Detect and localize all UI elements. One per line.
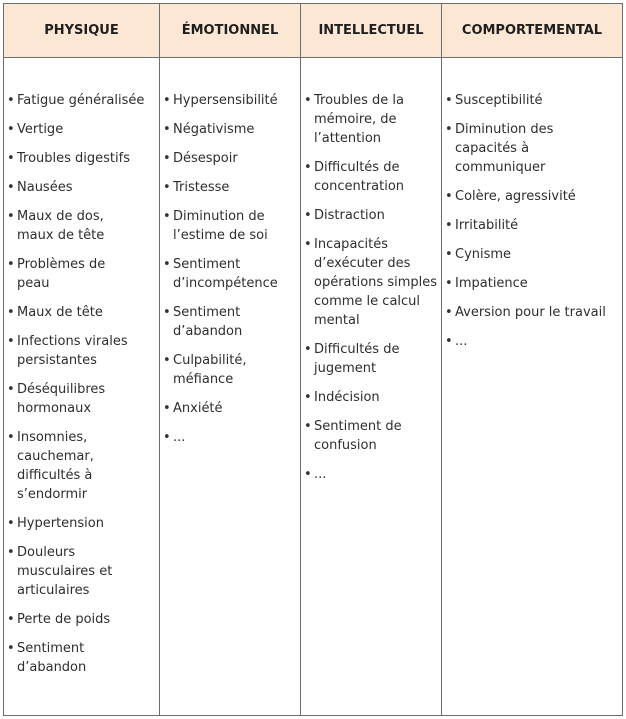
column-divider bbox=[441, 4, 442, 715]
list-item: • Sentiment d’incompétence bbox=[163, 255, 298, 293]
list-item: • Insomnies, cauchemar, difficultés à s’endormir bbox=[7, 428, 107, 504]
list-item: • Troubles de la mémoire, de l’attention bbox=[304, 91, 429, 148]
list-item: • Diminution de l’estime de soi bbox=[163, 207, 288, 245]
list-item: • Cynisme bbox=[445, 245, 620, 264]
list-item: • Douleurs musculaires et articulaires bbox=[7, 543, 127, 600]
list-item: • ... bbox=[163, 428, 298, 447]
list-item: • Hypersensibilité bbox=[163, 91, 298, 110]
list-item: • Susceptibilité bbox=[445, 91, 620, 110]
table-header-row bbox=[4, 4, 622, 58]
list-item: • Sentiment de confusion bbox=[304, 417, 424, 455]
list-item: • ... bbox=[304, 465, 439, 484]
list-item: • Tristesse bbox=[163, 178, 298, 197]
list-item: • Impatience bbox=[445, 274, 620, 293]
list-item: • Aversion pour le travail bbox=[445, 303, 620, 322]
list-item: • Distraction bbox=[304, 206, 439, 225]
symptoms-table bbox=[3, 3, 623, 716]
header-comportemental: COMPORTEMENTAL bbox=[461, 23, 603, 38]
list-item: • Sentiment d’abandon bbox=[7, 639, 112, 677]
list-item: • Vertige bbox=[7, 120, 157, 139]
list-item: • Hypertension bbox=[7, 514, 157, 533]
header-physique: PHYSIQUE bbox=[44, 23, 119, 38]
column-comportemental bbox=[445, 57, 620, 361]
list-item: • Diminution des capacités à communiquer bbox=[445, 120, 575, 177]
list-item: • Nausées bbox=[7, 178, 157, 197]
list-item: • Maux de dos, maux de tête bbox=[7, 207, 137, 245]
list-item: • Déséquilibres hormonaux bbox=[7, 380, 127, 418]
list-item: • Fatigue généralisée bbox=[7, 91, 157, 110]
list-item: • Irritabilité bbox=[445, 216, 620, 235]
list-item: • Difficultés de concentration bbox=[304, 158, 429, 196]
column-intellectuel bbox=[304, 57, 439, 494]
list-item: • Culpabilité, méfiance bbox=[163, 351, 273, 389]
list-item: • Difficultés de jugement bbox=[304, 340, 439, 378]
list-item: • ... bbox=[445, 332, 620, 351]
list-item: • Négativisme bbox=[163, 120, 298, 139]
column-emotionnel bbox=[163, 57, 298, 457]
list-item: • Désespoir bbox=[163, 149, 298, 168]
column-divider bbox=[159, 4, 160, 715]
list-item: • Perte de poids bbox=[7, 610, 157, 629]
list-item: • Problèmes de peau bbox=[7, 255, 112, 293]
list-item: • Colère, agressivité bbox=[445, 187, 620, 206]
header-emotionnel: ÉMOTIONNEL bbox=[181, 23, 279, 38]
list-item: • Troubles digestifs bbox=[7, 149, 157, 168]
list-item: • Anxiété bbox=[163, 399, 298, 418]
header-intellectuel: INTELLECTUEL bbox=[318, 23, 424, 38]
column-divider bbox=[300, 4, 301, 715]
column-physique bbox=[7, 57, 157, 687]
list-item: • Indécision bbox=[304, 388, 439, 407]
list-item: • Sentiment d’abandon bbox=[163, 303, 273, 341]
list-item: • Maux de tête bbox=[7, 303, 157, 322]
list-item: • Incapacités d’exécuter des opérations simples comme le calcul mental bbox=[304, 235, 439, 330]
list-item: • Infections virales persistantes bbox=[7, 332, 147, 370]
